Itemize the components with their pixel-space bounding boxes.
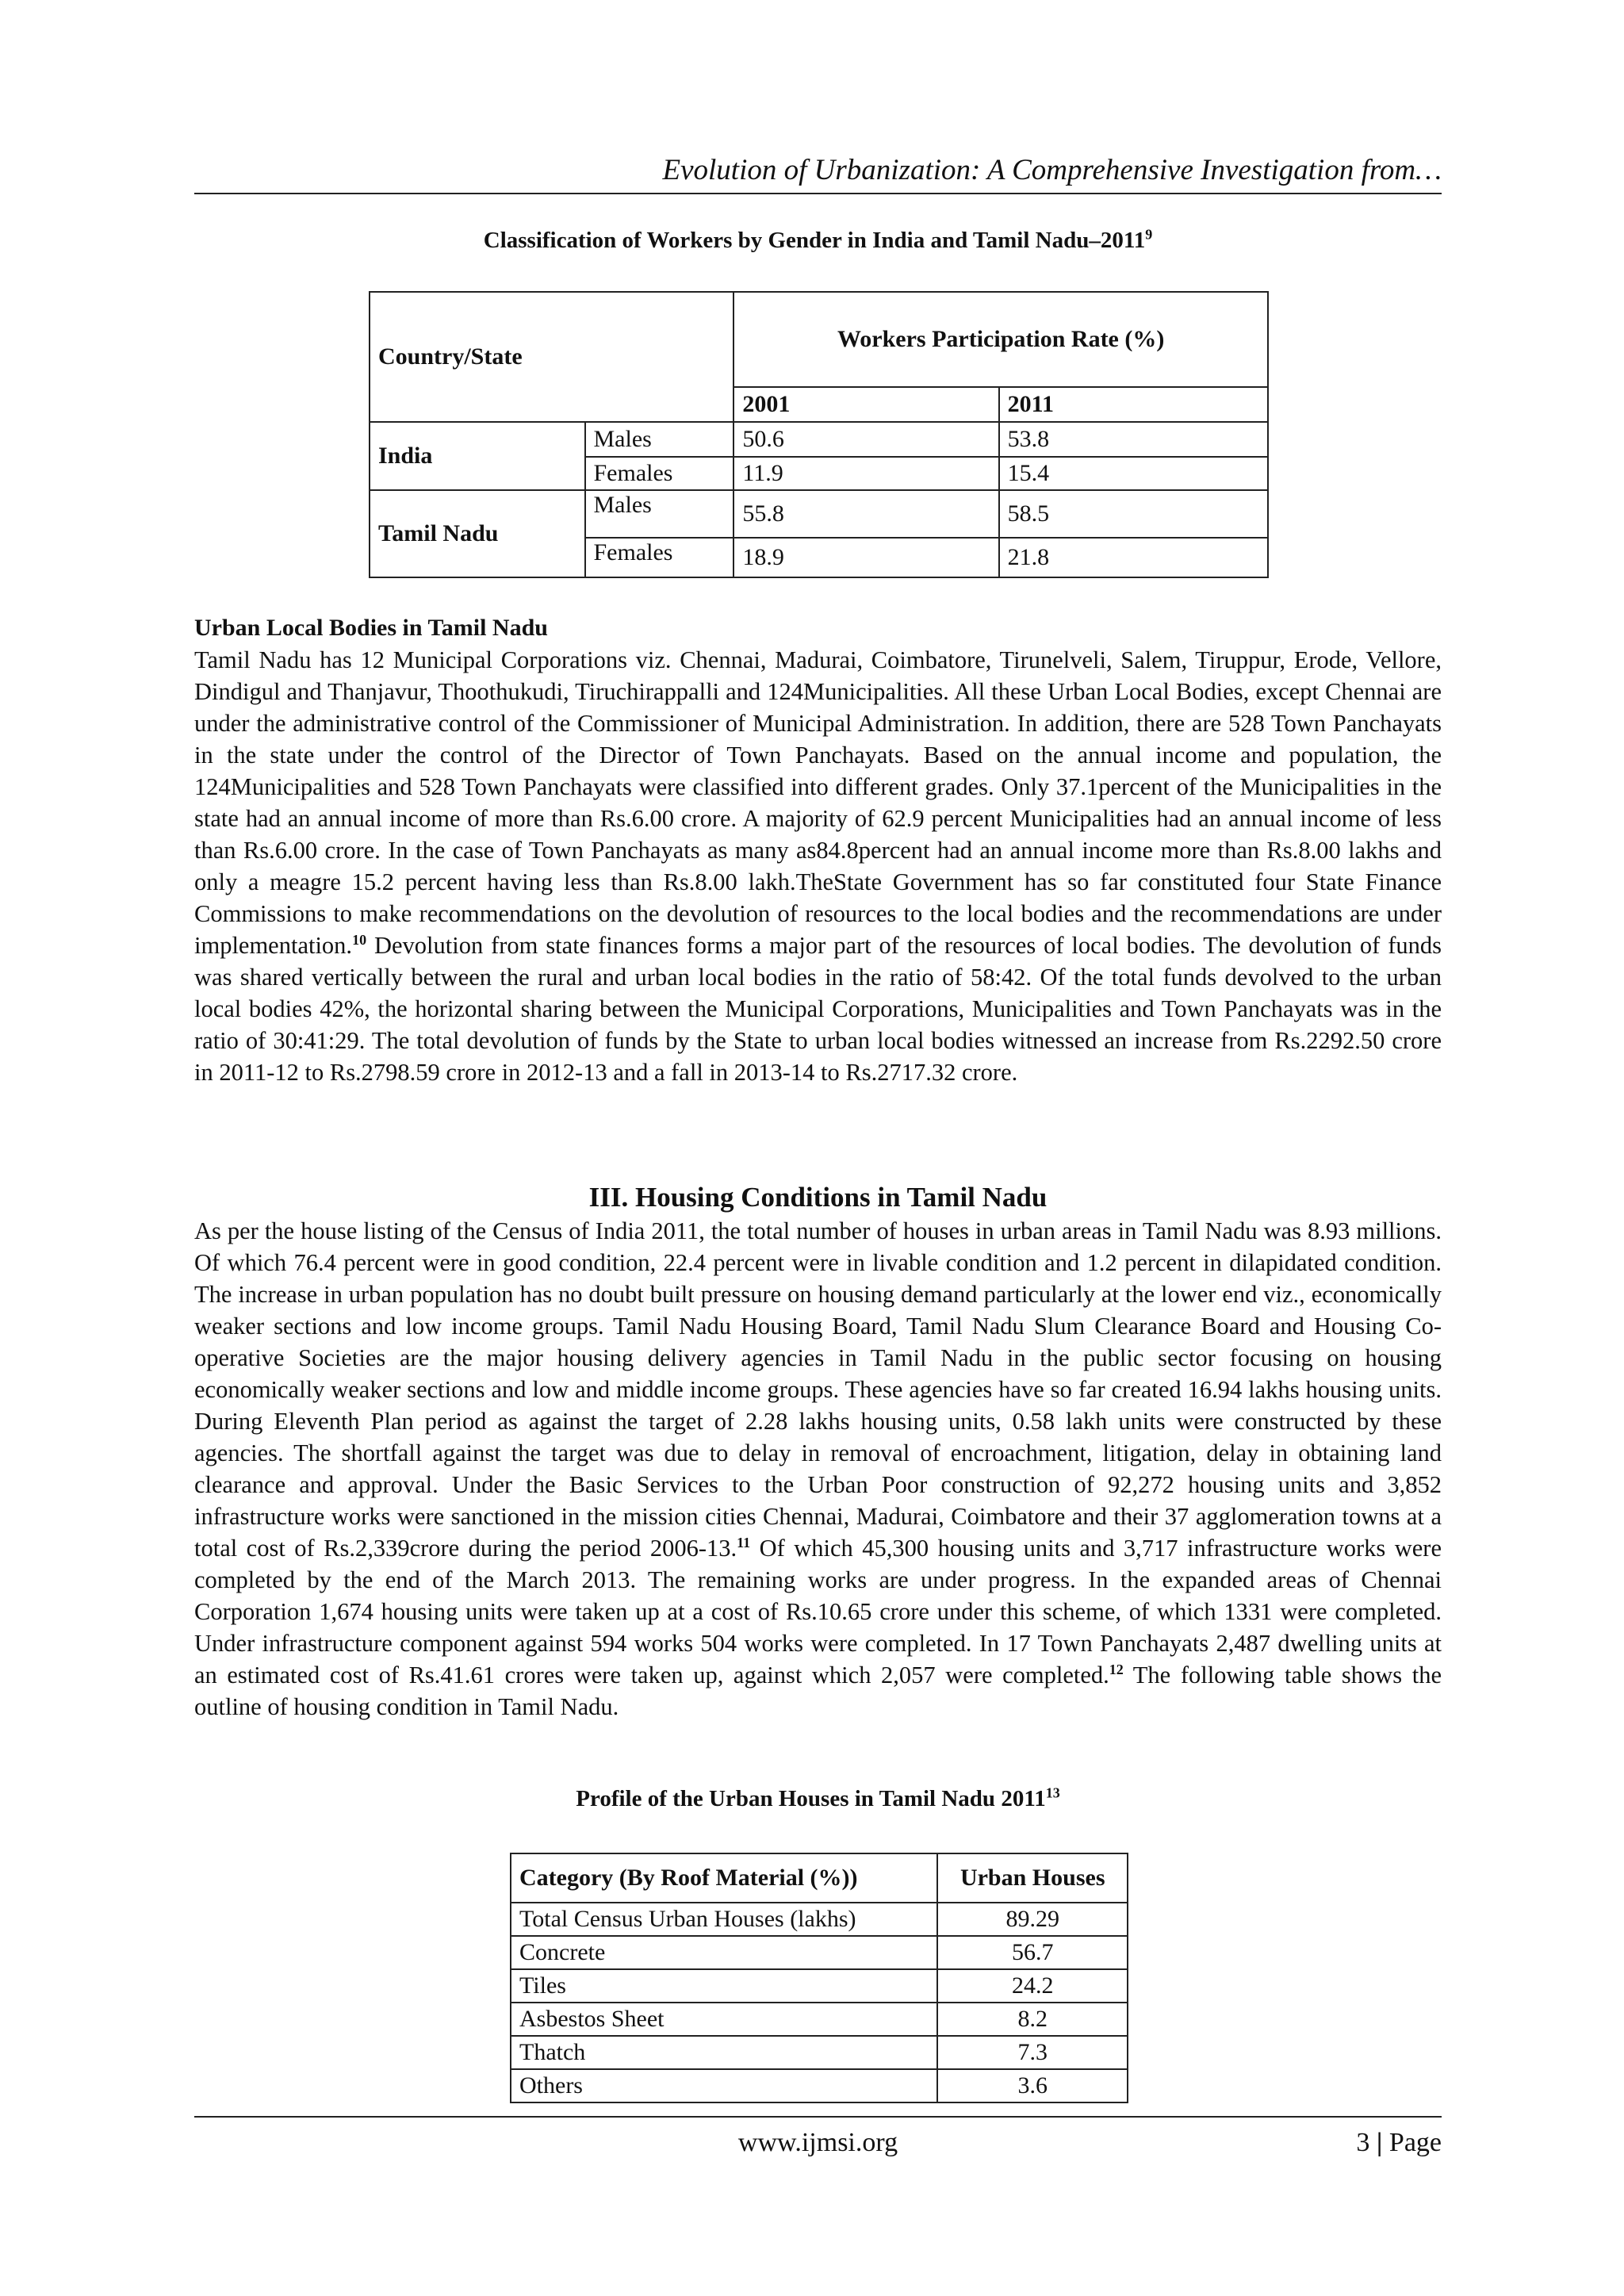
- ulb-heading: Urban Local Bodies in Tamil Nadu: [194, 615, 548, 641]
- footer-rule: [194, 2116, 1442, 2118]
- gender-cell: Males: [585, 422, 734, 457]
- table-row: [370, 490, 1268, 538]
- housing-section: [194, 1180, 1442, 1723]
- value-cell: 24.2: [937, 1969, 1128, 2003]
- table-row: [511, 1936, 1128, 1969]
- ulb-text-1: Tamil Nadu has 12 Municipal Corporations viz. Chennai, Madurai, Coimbatore, Tirunelveli, Salem, Tiruppur, Erode, Vellore, Dindigul and Thanjavur, Thoothukudi, Tiruchirappalli and 124Municipalities. All these Urban Local Bodies, except Chennai are under the administrative control of the Commissioner of Municipal Administration. In addition, there are 528 Town Panchayats in the state under the control of the Director of Town Panchayats. Based on the annual income and population, the 124Municipalities and 528 Town Panchayats were classified into different grades. Only 37.1percent of the Municipalities in the state had an annual income of more than Rs.6.00 crore. A majority of 62.9 percent Municipalities had an annual income of less than Rs.6.00 crore. In the case of Town Panchayats as many as84.8percent had an annual income more than Rs.8.00 lakhs and only a meagre 15.2 percent having less than Rs.8.00 lakh.TheState Government has so far constituted four State Finance Commissions to make recommendations on the devolution of resources to the local bodies and the recommendations are under implementation.: [194, 646, 1442, 959]
- value-2001-cell: 55.8: [733, 490, 998, 538]
- table-row: [511, 2036, 1128, 2069]
- country-cell: India: [370, 422, 585, 490]
- workers-caption-text: Classification of Workers by Gender in India and Tamil Nadu–2011: [483, 228, 1146, 253]
- value-cell: 3.6: [937, 2069, 1128, 2102]
- housing-section-title: III. Housing Conditions in Tamil Nadu: [588, 1182, 1048, 1213]
- page-number: 3: [1356, 2128, 1370, 2157]
- gender-cell: Females: [585, 457, 734, 490]
- workers-table-caption: [194, 226, 1442, 255]
- value-2011-cell: 21.8: [999, 538, 1268, 577]
- footnote-ref-11: 11: [737, 1534, 751, 1550]
- housing-text-2: Of which 45,300 housing units and 3,717 infrastructure works were completed by the end of the March 2013. The remaining works are under progress. In the expanded areas of Chennai Corporation 1,674 housing units were taken up at a cost of Rs.10.65 crore under this scheme, of which 1331 were completed. Under infrastructure component against 594 works 504 works were completed. In 17 Town Panchayats 2,487 dwelling units at an estimated cost of Rs.41.61 crores were taken up, against which 2,057 were completed.: [194, 1535, 1442, 1688]
- value-cell: 8.2: [937, 2003, 1128, 2036]
- houses-caption-text: Profile of the Urban Houses in Tamil Nadu 2011: [576, 1786, 1046, 1811]
- category-cell: Others: [511, 2069, 937, 2102]
- footer-url[interactable]: www.ijmsi.org: [737, 2128, 898, 2157]
- footer-page-number: [1283, 2125, 1442, 2160]
- category-cell: Asbestos Sheet: [511, 2003, 937, 2036]
- table-row: [511, 2003, 1128, 2036]
- header-rule: [194, 193, 1442, 194]
- page-separator: |: [1376, 2128, 1383, 2157]
- value-cell: 7.3: [937, 2036, 1128, 2069]
- urban-houses-table: [510, 1853, 1128, 2103]
- page-label: Page: [1388, 2128, 1442, 2157]
- col-header-country: Country/State: [370, 292, 733, 422]
- table-row: [370, 422, 1268, 457]
- value-2001-cell: 11.9: [733, 457, 998, 490]
- col-header-2001: 2001: [733, 387, 998, 422]
- ulb-paragraph: [194, 644, 1442, 1088]
- footnote-ref-12: 12: [1109, 1661, 1124, 1677]
- value-2001-cell: 50.6: [733, 422, 998, 457]
- ulb-text-2: Devolution from state finances forms a major part of the resources of local bodies. The devolution of funds was shared vertically between the rural and urban local bodies in the ratio of 58:42. Of the total funds devolved to the urban local bodies 42%, the horizontal sharing between the Municipal Corporations, Municipalities and Town Panchayats was in the ratio of 30:41:29. The total devolution of funds by the State to urban local bodies witnessed an increase from Rs.2292.50 crore in 2011-12 to Rs.2798.59 crore in 2012-13 and a fall in 2013-14 to Rs.2717.32 crore.: [194, 932, 1442, 1086]
- col-header-urban-houses: Urban Houses: [937, 1853, 1128, 1903]
- houses-table-caption: [194, 1784, 1442, 1813]
- table-row: [511, 2069, 1128, 2102]
- workers-participation-table: [369, 291, 1269, 578]
- table-header-row: [511, 1853, 1128, 1903]
- col-header-category: Category (By Roof Material (%)): [511, 1853, 937, 1903]
- footnote-ref-10: 10: [352, 931, 367, 948]
- value-2001-cell: 18.9: [733, 538, 998, 577]
- value-2011-cell: 53.8: [999, 422, 1268, 457]
- value-2011-cell: 15.4: [999, 457, 1268, 490]
- value-cell: 56.7: [937, 1936, 1128, 1969]
- col-header-2011: 2011: [999, 387, 1268, 422]
- table-row: [511, 1903, 1128, 1936]
- housing-text-3: The following table shows the outline of housing condition in Tamil Nadu.: [194, 1662, 1442, 1720]
- table-row: [511, 1969, 1128, 2003]
- housing-text-1: As per the house listing of the Census of India 2011, the total number of houses in urban areas in Tamil Nadu was 8.93 millions. Of which 76.4 percent were in good condition, 22.4 percent were in livable condition and 1.2 percent in dilapidated condition. The increase in urban population has no doubt built pressure on housing demand particularly at the lower end viz., economically weaker sections and low income groups. Tamil Nadu Housing Board, Tamil Nadu Slum Clearance Board and Housing Co-operative Societies are the major housing delivery agencies in Tamil Nadu in the public sector focusing on housing economically weaker sections and low and middle income groups. These agencies have so far created 16.94 lakhs housing units. During Eleventh Plan period as against the target of 2.28 lakhs housing units, 0.58 lakh units were constructed by these agencies. The shortfall against the target was due to delay in removal of encroachment, litigation, delay in obtaining land clearance and approval. Under the Basic Services to the Urban Poor construction of 92,272 housing units and 3,852 infrastructure works were sanctioned in the mission cities Chennai, Madurai, Coimbatore and their 37 agglomeration towns at a total cost of Rs.2,339crore during the period 2006-13.: [194, 1217, 1442, 1562]
- category-cell: Tiles: [511, 1969, 937, 2003]
- workers-caption-ref: 9: [1145, 226, 1153, 243]
- housing-paragraph: [194, 1215, 1442, 1723]
- gender-cell: Males: [585, 490, 734, 538]
- col-header-rate: Workers Participation Rate (%): [733, 292, 1268, 387]
- value-cell: 89.29: [937, 1903, 1128, 1936]
- value-2011-cell: 58.5: [999, 490, 1268, 538]
- houses-caption-ref: 13: [1045, 1784, 1060, 1801]
- running-header: Evolution of Urbanization: A Comprehensive Investigation from…: [662, 154, 1442, 186]
- category-cell: Thatch: [511, 2036, 937, 2069]
- category-cell: Total Census Urban Houses (lakhs): [511, 1903, 937, 1936]
- gender-cell: Females: [585, 538, 734, 577]
- country-cell: Tamil Nadu: [370, 490, 585, 577]
- urban-local-bodies-section: [194, 612, 1442, 1088]
- category-cell: Concrete: [511, 1936, 937, 1969]
